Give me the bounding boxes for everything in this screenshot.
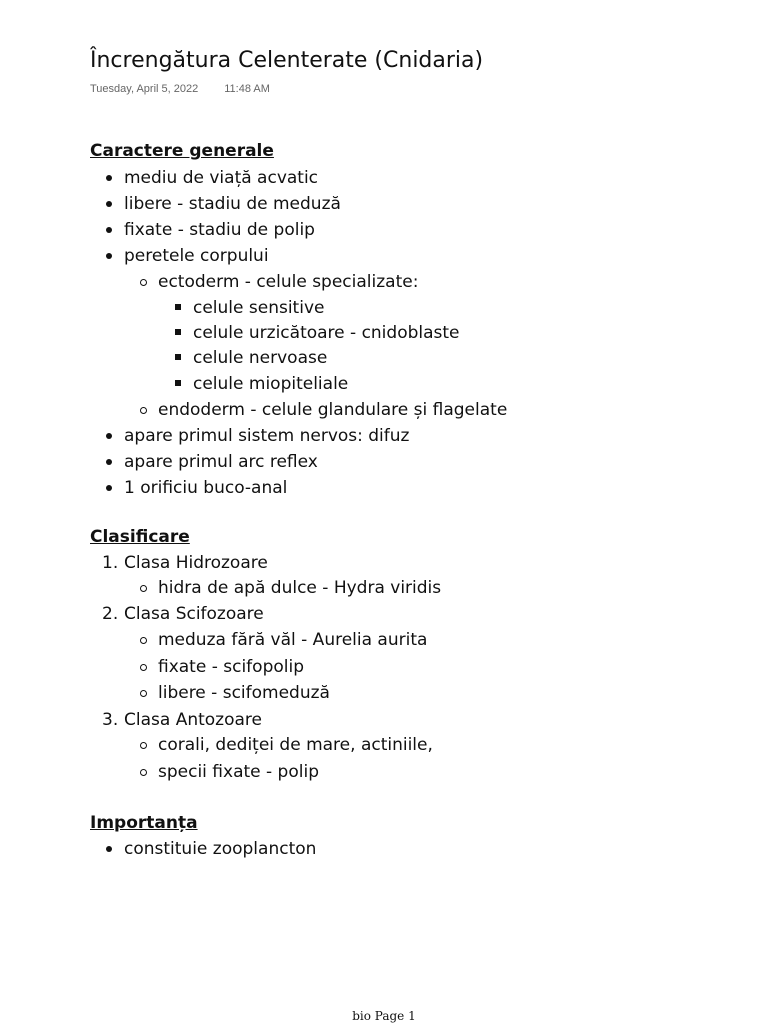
- section-heading-classification: Clasificare: [90, 527, 190, 547]
- bullet-disc-icon: [106, 201, 112, 207]
- list-number: 1.: [102, 553, 119, 573]
- bullet-disc-icon: [106, 846, 112, 852]
- page-timestamp: [90, 83, 270, 95]
- bullet-circle-icon: [140, 637, 147, 644]
- bullet-disc-icon: [106, 253, 112, 259]
- bullet-circle-icon: [140, 690, 147, 697]
- page-time: 11:48 AM: [224, 83, 270, 95]
- page-footer: bio Page 1: [352, 1009, 416, 1023]
- bullet-square-icon: [175, 304, 181, 310]
- bullet-circle-icon: [140, 769, 147, 776]
- bullet-circle-icon: [140, 279, 147, 286]
- bullet-disc-icon: [106, 227, 112, 233]
- bullet-circle-icon: [140, 407, 147, 414]
- bullet-circle-icon: [140, 742, 147, 749]
- bullet-disc-icon: [106, 433, 112, 439]
- list-number: 2.: [102, 604, 119, 624]
- bullet-square-icon: [175, 380, 181, 386]
- bullet-circle-icon: [140, 585, 147, 592]
- section-heading-importance: Importanța: [90, 813, 198, 833]
- bullet-disc-icon: [106, 485, 112, 491]
- page-date: Tuesday, April 5, 2022: [90, 83, 199, 95]
- bullet-circle-icon: [140, 664, 147, 671]
- list-number: 3.: [102, 710, 119, 730]
- bullet-square-icon: [175, 329, 181, 335]
- bullet-disc-icon: [106, 459, 112, 465]
- bullet-disc-icon: [106, 175, 112, 181]
- page-title: Încrengătura Celenterate (Cnidaria): [90, 48, 484, 73]
- section-heading-general: Caractere generale: [90, 141, 274, 161]
- bullet-square-icon: [175, 354, 181, 360]
